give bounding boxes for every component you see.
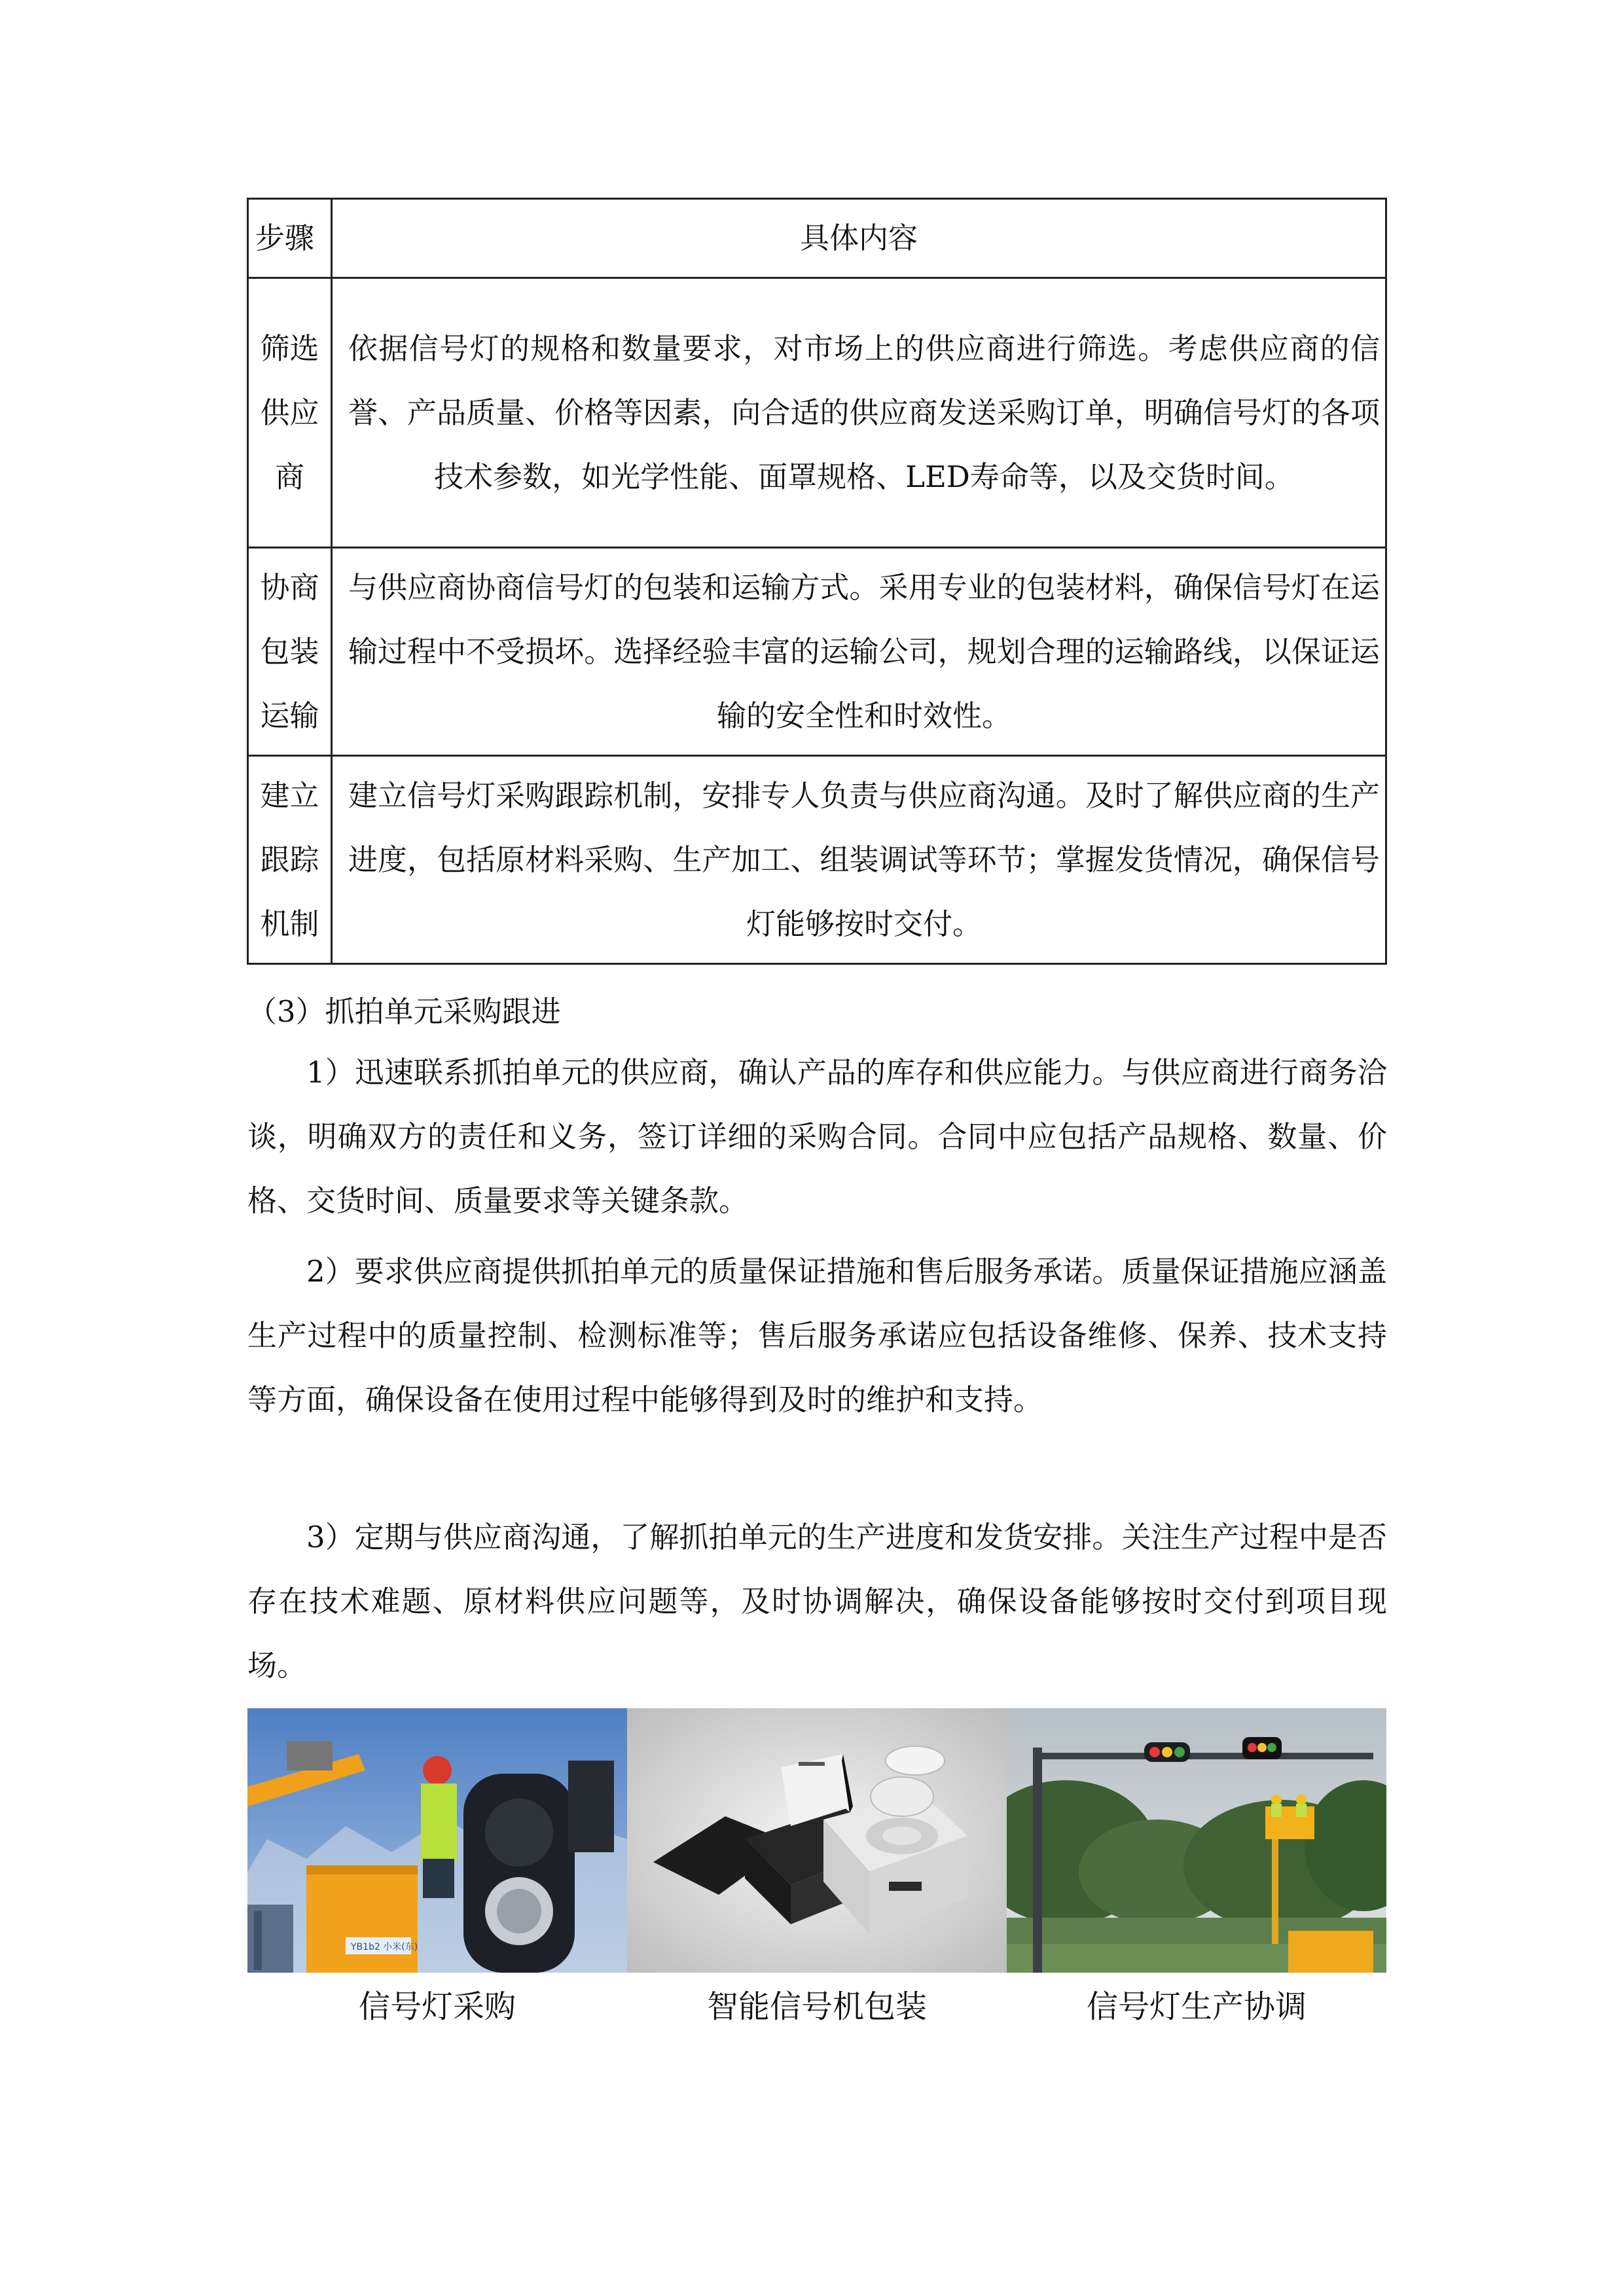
lift-sign-text: YB1b2 小米(东) xyxy=(351,1942,418,1952)
caption-controller-packaging: 智能信号机包装 xyxy=(706,1988,927,2025)
header-step: 步骤 xyxy=(248,199,332,278)
table-row xyxy=(248,756,1386,964)
table-header-row xyxy=(248,199,1386,278)
paragraph-2: 2）要求供应商提供抓拍单元的质量保证措施和售后服务承诺。质量保证措施应涵盖生产过程中的质量控制、检测标准等；售后服务承诺应包括设备维修、保养、技术支持等方面，确保设备在使用过程中能够得到及时的维护和支持。 xyxy=(247,1254,1387,1417)
header-content: 具体内容 xyxy=(332,199,1386,278)
step-content xyxy=(332,278,1386,548)
signal-controller-packaging-photo xyxy=(627,1708,1007,1973)
table-row xyxy=(248,278,1386,548)
step-name: 建立跟踪机制 xyxy=(248,756,332,964)
signal-production-coordination-photo xyxy=(1007,1708,1386,1973)
section-heading: （3）抓拍单元采购跟进 xyxy=(247,994,561,1029)
step-content xyxy=(332,548,1386,756)
photo-captions xyxy=(247,1981,1386,2033)
caption-traffic-light-procurement: 信号灯采购 xyxy=(358,1988,516,2025)
traffic-light-installation-image xyxy=(247,1708,627,1973)
step-name: 协商包装运输 xyxy=(248,548,332,756)
step-content-text: 与供应商协商信号灯的包装和运输方式。采用专业的包装材料，确保信号灯在运输过程中不受损坏。选择经验丰富的运输公司，规划合理的运输路线，以保证运输的安全性和时效性。 xyxy=(348,569,1380,733)
procurement-steps-table xyxy=(247,198,1387,965)
step-content-text: 依据信号灯的规格和数量要求，对市场上的供应商进行筛选。考虑供应商的信誉、产品质量、价格等因素，向合适的供应商发送采购订单，明确信号灯的各项技术参数，如光学性能、面罩规格、LED寿命等，以及交货时间。 xyxy=(348,331,1380,494)
paragraph-3: 3）定期与供应商沟通，了解抓拍单元的生产进度和发货安排。关注生产过程中是否存在技术难题、原材料供应问题等，及时协调解决，确保设备能够按时交付到项目现场。 xyxy=(247,1520,1387,1683)
street-signal-image xyxy=(1007,1708,1386,1973)
step-name: 筛选供应商 xyxy=(248,278,332,548)
step-content-text: 建立信号灯采购跟踪机制，安排专人负责与供应商沟通。及时了解供应商的生产进度，包括原材料采购、生产加工、组装调试等环节；掌握发货情况，确保信号灯能够按时交付。 xyxy=(348,778,1380,941)
traffic-light-procurement-photo xyxy=(247,1708,627,1973)
caption-production-coordination: 信号灯生产协调 xyxy=(1086,1988,1307,2025)
photo-row xyxy=(247,1708,1386,1973)
paragraph-1: 1）迅速联系抓拍单元的供应商，确认产品的库存和供应能力。与供应商进行商务洽谈，明确双方的责任和义务，签订详细的采购合同。合同中应包括产品规格、数量、价格、交货时间、质量要求等关键条款。 xyxy=(247,1055,1387,1218)
step-content xyxy=(332,756,1386,964)
table-row xyxy=(248,548,1386,756)
packaging-render-image xyxy=(627,1708,1007,1973)
